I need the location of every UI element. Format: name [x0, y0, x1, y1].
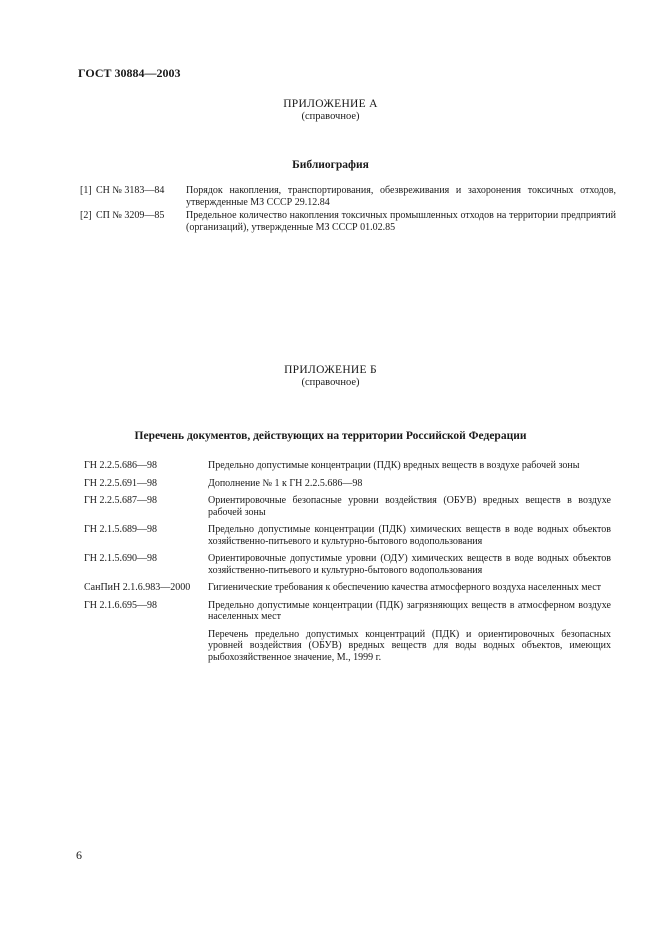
document-row: [84, 582, 611, 594]
document-code: ГН 2.2.5.687—98: [84, 495, 158, 506]
document-title: Дополнение № 1 к ГН 2.2.5.686—98: [208, 477, 363, 489]
bibliography-item-text: Предельное количество накопления токсичных промышленных отходов на территории предприятий (организаций), утвержденные МЗ СССР 01.02.85: [186, 210, 616, 233]
document-code: ГН 2.2.5.691—98: [84, 477, 158, 489]
document-code: [84, 629, 208, 664]
document-title: Предельно допустимые концентрации (ПДК) загрязняющих веществ в атмосферном воздухе населенных мест: [208, 599, 611, 622]
document-title: Предельно допустимые концентрации (ПДК) вредных веществ в воздухе рабочей зоны: [208, 460, 580, 471]
document-code: СанПиН 2.1.6.983—2000: [84, 582, 191, 593]
document-row: [84, 524, 611, 547]
annex-b-title: ПРИЛОЖЕНИЕ Б: [284, 364, 377, 376]
document-row: [84, 629, 611, 664]
document-code: ГН 2.1.5.690—98: [84, 553, 158, 564]
document-row: [84, 495, 611, 518]
documents-list: [84, 460, 611, 669]
bibliography-item-text: Порядок накопления, транспортирования, обезвреживания и захоронения токсичных отходов, утвержденные МЗ СССР 29.12.84: [186, 185, 616, 208]
bibliography-item-number: [2]: [80, 210, 92, 221]
bibliography-list: [80, 185, 616, 235]
page-number: 6: [76, 848, 82, 862]
document-code: ГН 2.2.5.686—98: [84, 460, 158, 471]
document-title: Перечень предельно допустимых концентраций (ПДК) и ориентировочных безопасных уровней воздействия (ОБУВ) вредных веществ для воды водных объектов, имеющих рыбохозяйственное значение, М., 1999 г.: [208, 628, 611, 663]
annex-b-subtitle: (справочное): [301, 377, 360, 388]
documents-heading: Перечень документов, действующих на территории Российской Федерации: [134, 430, 527, 442]
document-code: ГН 2.1.5.689—98: [84, 524, 158, 535]
bibliography-item-code: СН № 3183—84: [96, 185, 165, 196]
bibliography-item: [80, 210, 616, 233]
document-title: Гигиенические требования к обеспечению качества атмосферного воздуха населенных мест: [208, 582, 602, 593]
bibliography-item-number: [1]: [80, 185, 92, 196]
document-title: Предельно допустимые концентрации (ПДК) химических веществ в воде водных объектов хозяйственно-питьевого и культурно-бытового водопользования: [208, 524, 611, 547]
bibliography-heading: Библиография: [292, 159, 369, 171]
document-row: [84, 478, 611, 490]
bibliography-item: [80, 185, 616, 208]
document-code: ГН 2.1.6.695—98: [84, 599, 158, 611]
annex-a-title: ПРИЛОЖЕНИЕ А: [283, 98, 378, 110]
document-row: [84, 600, 611, 623]
document-header: ГОСТ 30884—2003: [78, 66, 181, 80]
bibliography-item-code: СП № 3209—85: [96, 210, 165, 221]
document-row: [84, 460, 611, 472]
document-row: [84, 553, 611, 576]
document-title: Ориентировочные безопасные уровни воздействия (ОБУВ) вредных веществ в воздухе рабочей зоны: [208, 495, 611, 518]
document-title: Ориентировочные допустимые уровни (ОДУ) химических веществ в воде водных объектов хозяйственно-питьевого и культурно-бытового водопользования: [208, 553, 611, 576]
annex-a-subtitle: (справочное): [301, 111, 360, 122]
